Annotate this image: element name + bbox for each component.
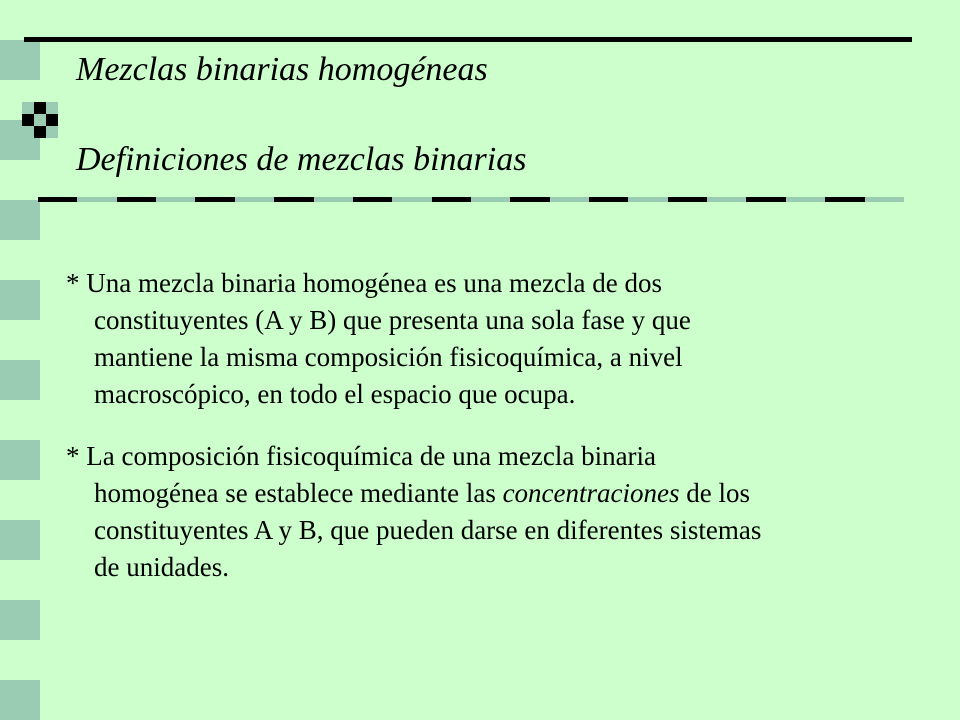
line-text: de los xyxy=(679,478,751,508)
bullet-paragraph-2 xyxy=(66,438,946,586)
decor-square xyxy=(0,200,40,240)
line-text: homogénea se establece mediante las xyxy=(94,478,503,508)
decor-square xyxy=(0,680,40,720)
paragraph-line: * Una mezcla binaria homogénea es una mezcla de dos xyxy=(66,268,662,298)
paragraph-line: de unidades. xyxy=(94,552,229,582)
decor-square xyxy=(0,40,40,80)
paragraph-line: * La composición fisicoquímica de una mezcla binaria xyxy=(66,441,657,471)
decor-square xyxy=(0,360,40,400)
paragraph-line: macroscópico, en todo el espacio que ocupa. xyxy=(94,379,576,409)
paragraph-line: constituyentes (A y B) que presenta una sola fase y que xyxy=(94,305,691,335)
checker-logo-icon xyxy=(22,102,58,138)
paragraph-line: constituyentes A y B, que pueden darse en diferentes sistemas xyxy=(94,515,762,545)
bullet-paragraph-1 xyxy=(66,265,936,413)
decor-square xyxy=(0,600,40,640)
dashed-rule xyxy=(38,197,904,202)
decor-square xyxy=(0,520,40,560)
paragraph-line: mantiene la misma composición fisicoquímica, a nivel xyxy=(94,342,683,372)
concentraciones-term: concentraciones xyxy=(502,478,680,508)
slide-title: Mezclas binarias homogéneas xyxy=(76,51,488,88)
slide-subtitle: Definiciones de mezclas binarias xyxy=(76,141,527,178)
decor-square xyxy=(0,440,40,480)
paragraph-line xyxy=(66,475,946,512)
decor-square xyxy=(0,280,40,320)
top-rule xyxy=(24,37,912,42)
